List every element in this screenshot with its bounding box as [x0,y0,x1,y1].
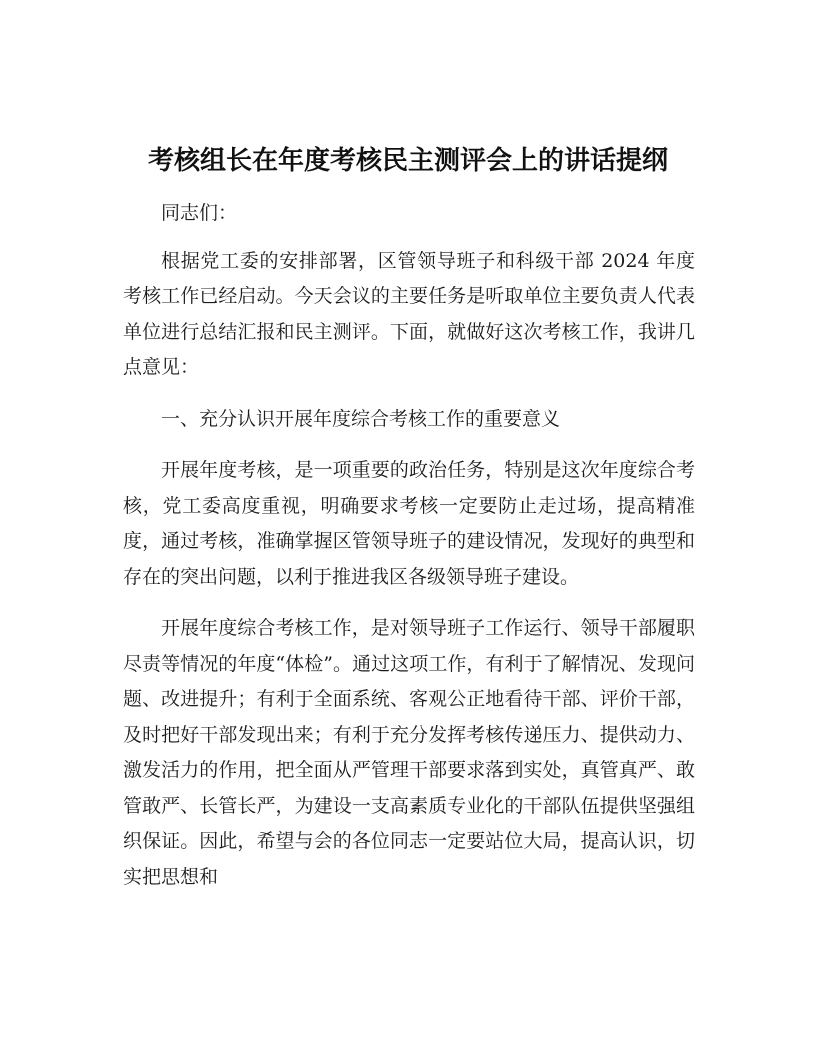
paragraph-1: 开展年度考核，是一项重要的政治任务，特别是这次年度综合考核，党工委高度重视，明确要求考核一定要防止走过场，提高精准度，通过考核，准确掌握区管领导班子的建设情况，发现好的典型和存在的突出问题，以利于推进我区各级领导班子建设。 [123,459,695,588]
paragraph-intro: 根据党工委的安排部署，区管领导班子和科级干部 2024 年度考核工作已经启动。今天会议的主要任务是听取单位主要负责人代表单位进行总结汇报和民主测评。下面，就做好这次考核工作，我讲几点意见： [123,249,695,378]
document-body [123,196,695,911]
salutation: 同志们： [161,202,238,224]
paragraph-2: 开展年度综合考核工作，是对领导班子工作运行、领导干部履职尽责等情况的年度“体检”。通过这项工作，有利于了解情况、发现问题、改进提升；有利于全面系统、客观公正地看待干部、评价干部，及时把好干部发现出来；有利于充分发挥考核传递压力、提供动力、激发活力的作用，把全面从严管理干部要求落到实处，真管真严、敢管敢严、长管长严，为建设一支高素质专业化的干部队伍提供坚强组织保证。因此，希望与会的各位同志一定要站位大局，提高认识，切实把思想和 [123,617,695,888]
section-heading-1: 一、充分认识开展年度综合考核工作的重要意义 [161,407,561,430]
document-title: 考核组长在年度考核民主测评会上的讲话提纲 [147,146,668,176]
